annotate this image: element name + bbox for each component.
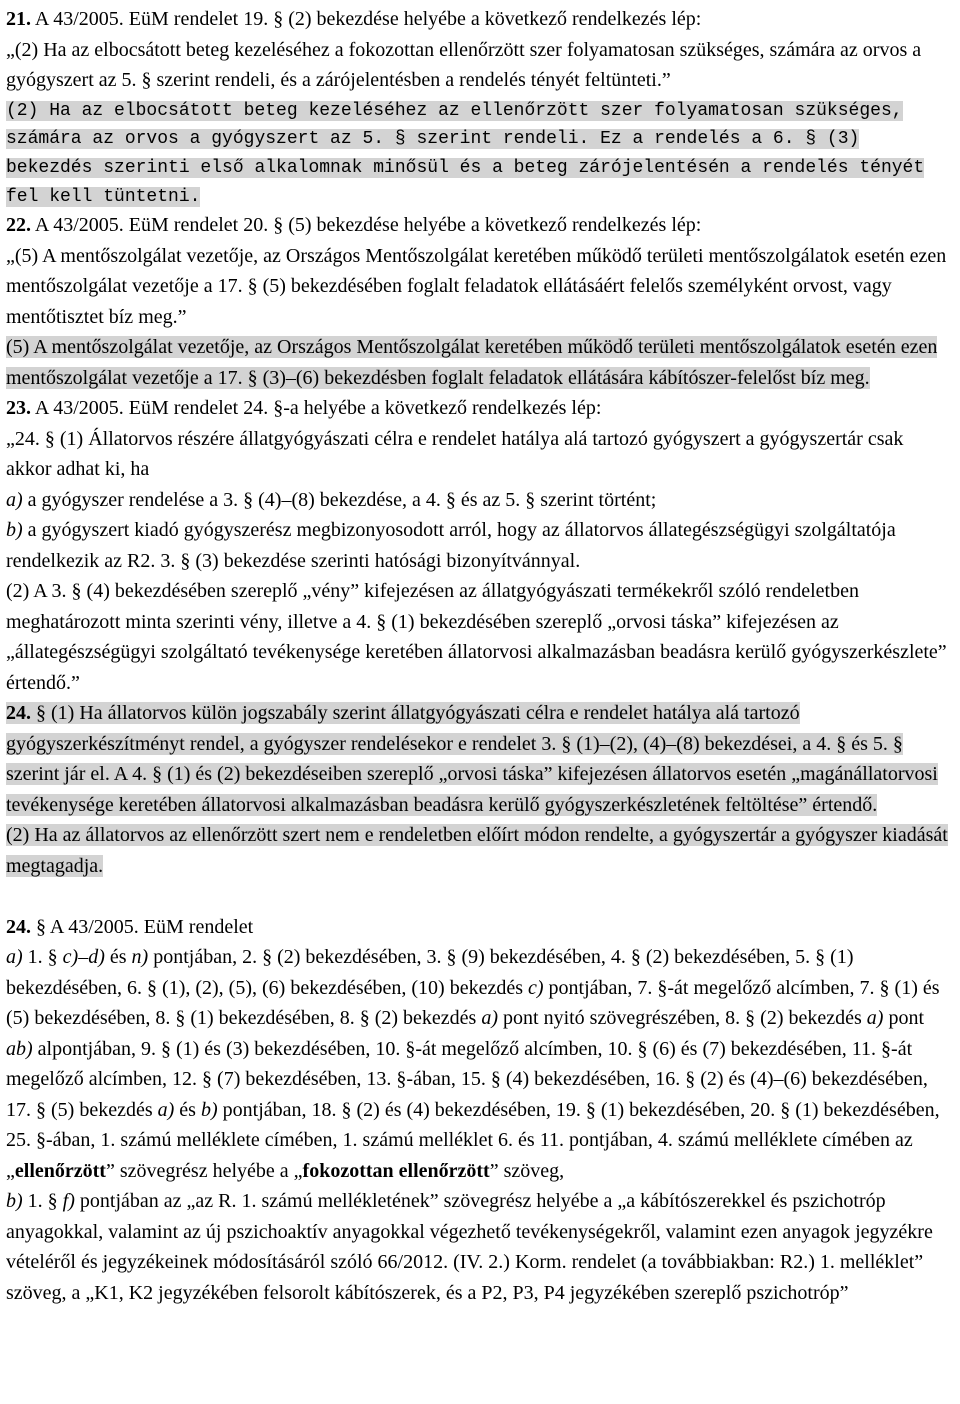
point-text: a gyógyszert kiadó gyógyszerész megbizonyosodott arról, hogy az állatorvos állategészségügyi szolgáltatója rendelkezik az R2. 3. § (3) bekezdése szerinti hatósági bizonyítvánnyal. [6,519,896,572]
item-number: 21. [6,8,31,30]
point-text: a gyógyszer rendelése a 3. § (4)–(8) bekezdése, a 4. § és az 5. § szerint történt; [27,488,657,511]
text-run: alpontjában, 9. § (1) és (3) bekezdésében, 10. §-át megelőző alcímben, 10. § (6) és (7) bekezdésében, 11. §-át megelőző alcímben, 12. § (7) bekezdésében, 13. §-ában, 15. § (4) bekezdésében, 16. § (2) és (4)–(6) bekezdésében, 17. § (5) bekezdés [6,1037,928,1121]
italic-ref: a) [157,1098,175,1121]
text-run: pontjában az „az R. 1. számú mellékletének” szövegrész helyébe a „a kábítószerekkel és pszichotróp anyagokkal, valamint az új pszichoaktív anyagokkal végezhető tevékenységekről, valamint ezen anyagok jegyzékre vételéről és jegyzékeinek módosításáról szóló 66/2012. (IV. 2.) Korm. rendelet (a továbbiakban: R2.) 1. melléklet” szöveg, a „K1, K2 jegyzékében felsorolt kábítószerek, és a P2, P3, P4 jegyzékében szereplő pszichotróp” [6,1190,933,1304]
item-number: 24. [6,702,31,725]
item-heading-text: A 43/2005. EüM rendelet 19. § (2) bekezdése helyébe a következő rendelkezés lép: [34,8,702,30]
italic-ref: n) [131,946,149,969]
highlighted-old-text: § (1) Ha állatorvos külön jogszabály szerint állatgyógyászati célra e rendelet hatálya alá tartozó gyógyszerkészítményt rendel, a gyógyszer rendelésekor e rendelet 3. § (1)–(2), (4)–(8) bekezdései, a 4. § és 5. § szerint jár el. A 4. § (1) és (2) bekezdéseiben szereplő „orvosi táska” kifejezésen állatorvos esetén „magánállatorvosi tevékenysége keretében állatorvosi alkalmazásban beadásra kerülő gyógyszerkészletének feltöltése” értendő. [6,702,938,816]
item-23-para-2: (2) A 3. § (4) bekezdésében szereplő „vény” kifejezésen az állatgyógyászati termékekről szóló rendeletben meghatározott minta szerinti vény, illetve a 4. § (1) bekezdésében szereplő „orvosi táska” kifejezésen az „állategészségügyi szolgáltató tevékenysége keretében állatorvosi alkalmazásban beadásra kerülő gyógyszerkészlete” értendő.” [6,580,947,694]
point-label: a) [6,946,23,969]
item-23-heading [6,393,950,424]
item-heading-text: A 43/2005. EüM rendelet 24. §-a helyébe a következő rendelkezés lép: [34,397,602,420]
text-run: 1. § [27,1190,58,1213]
highlighted-old-text: (2) Ha az állatorvos az ellenőrzött szert nem e rendeletben előírt módon rendelte, a gyógyszertár a gyógyszer kiadását megtagadja. [6,824,948,877]
text-run: pontjában, 2. § (2) bekezdésében, 3. § (9) bekezdésében, 4. § (2) bekezdésében, 5. § (1) bekezdésében, 6. § (1), (2), (5), (6) bekezdésében, (10) bekezdés [6,946,854,999]
text-run: ” szövegrész helyébe a „ [105,1159,303,1182]
text-run: ” szöveg, [489,1159,565,1182]
italic-ref: b) [200,1098,218,1121]
italic-ref: a) [481,1007,499,1030]
point-label: a) [6,488,23,511]
highlighted-old-text: (2) Ha az elbocsátott beteg kezeléséhez az ellenőrzött szer folyamatosan szükséges, számára az orvos a gyógyszert az 5. § szerint rendeli. Ez a rendelés a 6. § (3) bekezdés szerinti első alkalomnak minősül és a beteg zárójelentésén a rendelés tényét fel kell tüntetni. [6,100,925,207]
text-run: pont [888,1007,925,1030]
point-label: b) [6,1190,23,1213]
point-label: b) [6,519,23,542]
text-run: és [109,946,127,969]
text-run: pont nyitó szövegrészében, 8. § (2) bekezdés [503,1007,862,1030]
text-run: pontjában, 7. §-át megelőző alcímben, 7. § (1) és (5) bekezdésében, 8. § (1) bekezdésében, 8. § (2) bekezdés [6,976,940,1030]
italic-ref: c)–d) [62,946,105,969]
item-24-heading [6,912,950,943]
item-22-heading [6,210,950,241]
item-number: 24. [6,915,31,938]
item-23-old-text-2 [6,820,950,881]
item-heading-text: A 43/2005. EüM rendelet 20. § (5) bekezdése helyébe a következő rendelkezés lép: [34,214,702,237]
item-23-para-1: „24. § (1) Állatorvos részére állatgyógyászati célra e rendelet hatálya alá tartozó gyógyszert a gyógyszertár csak akkor adhat ki, ha [6,427,904,481]
item-21-old-text [6,96,950,211]
item-heading-text: § A 43/2005. EüM rendelet [36,915,254,938]
item-23-old-text [6,698,950,820]
highlighted-old-text: (5) A mentőszolgálat vezetője, az Országos Mentőszolgálat keretében működő területi mentőszolgálatok esetén ezen mentőszolgálat vezetője a 17. § (3)–(6) bekezdésben foglalt feladatok ellátására kábítószer-felelőst bíz meg. [6,336,938,389]
item-21-heading [6,4,950,35]
text-run: és [179,1098,196,1121]
italic-ref: a) [866,1007,884,1030]
item-21-new-text: „(2) Ha az elbocsátott beteg kezeléséhez a fokozottan ellenőrzött szer folyamatosan szükséges, számára az orvos a gyógyszert az 5. § szerint rendeli, és a zárójelentésben a rendelés tényét feltünteti.” [6,38,922,91]
italic-ref: c) [527,976,544,999]
item-22-old-text [6,332,950,393]
item-23-point-a [6,485,950,516]
item-24-point-a [6,942,950,1186]
text-run: 1. § [27,946,58,969]
bold-term: fokozottan ellenőrzött [302,1159,490,1182]
item-22-new-text: „(5) A mentőszolgálat vezetője, az Országos Mentőszolgálat keretében működő területi mentőszolgálatok esetén ezen mentőszolgálat vezetője a 17. § (5) bekezdésében foglalt feladatok ellátásáért felelős személyként orvost, vagy mentőtisztet bíz meg.” [6,244,947,328]
blank-line [6,881,950,912]
item-number: 22. [6,214,31,237]
item-23-point-b [6,515,950,576]
item-number: 23. [6,397,31,420]
italic-ref: f) [62,1190,75,1213]
bold-term: ellenőrzött [14,1159,106,1182]
item-24-point-b [6,1186,950,1308]
italic-ref: ab) [6,1037,33,1060]
text-run: pontjában, 18. § (2) és (4) bekezdésében, 19. § (1) bekezdésében, 20. § (1) bekezdésében, 25. §-ában, 1. számú melléklete címében, 1. számú melléklet 6. és 11. pontjában, 4. számú melléklete címében az „ [6,1098,940,1182]
